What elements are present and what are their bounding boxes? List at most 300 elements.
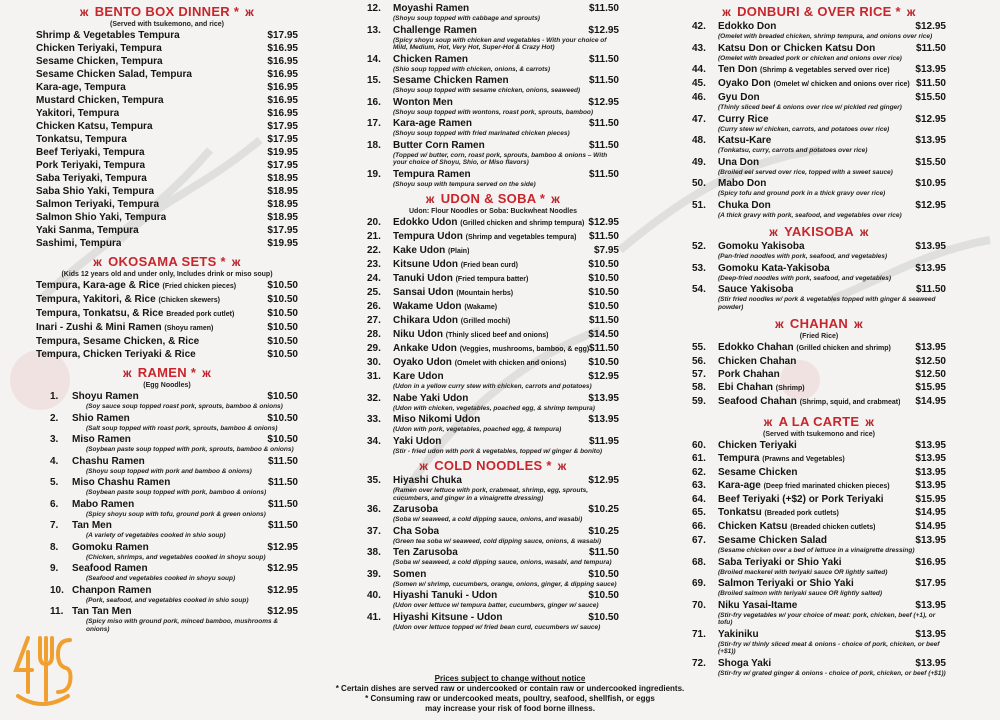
item-number: 5. <box>50 477 59 488</box>
item-number: 17. <box>367 118 381 129</box>
menu-item-name <box>367 286 513 300</box>
menu-item-row <box>36 293 298 307</box>
item-price: $10.50 <box>588 568 619 580</box>
menu-item-name <box>36 433 131 446</box>
menu-item-row <box>692 493 946 506</box>
item-note: (Grilled chicken and shrimp tempura) <box>460 220 585 227</box>
item-number: 53. <box>692 262 706 274</box>
item-description: (Shio soup topped with chicken, onions, & carrots) <box>393 65 551 73</box>
menu-item-name <box>367 216 584 230</box>
cold-heading: ж COLD NOODLES * ж <box>419 458 567 473</box>
menu-item-row <box>692 91 946 104</box>
menu-item-row <box>36 42 298 55</box>
item-description: (Soybean paste soup topped with pork, bamboo & onions) <box>86 489 267 496</box>
item-price: $12.95 <box>588 217 619 228</box>
item-name: Kara-age <box>718 480 761 491</box>
menu-item-name <box>36 605 132 618</box>
menu-item-row <box>367 435 619 448</box>
menu-item-row <box>692 177 946 190</box>
menu-item <box>36 133 298 146</box>
item-number: 72. <box>692 657 706 669</box>
item-note: (Thinly sliced beef and onions) <box>445 332 549 339</box>
chahan-heading: ж CHAHAN ж <box>775 316 863 331</box>
menu-item-row <box>692 283 946 296</box>
item-name: Miso Ramen <box>72 434 131 445</box>
menu-item <box>36 562 298 583</box>
menu-item-name <box>367 74 509 87</box>
item-number: 41. <box>367 611 381 623</box>
menu-item-row <box>692 466 946 479</box>
consumption-warning: * Consuming raw or undercooked meats, poultry, seafood, shellfish, or eggs <box>365 694 655 703</box>
item-price: $16.95 <box>267 108 298 119</box>
menu-item-name <box>367 413 480 426</box>
menu-item-row <box>367 168 619 181</box>
menu-item <box>36 198 298 211</box>
item-price: $15.95 <box>915 494 946 505</box>
item-description: (Udon with chicken, vegetables, poached egg, & shrimp tempura) <box>393 404 595 412</box>
item-number: 1. <box>50 391 59 402</box>
menu-item-name <box>36 107 119 120</box>
item-number: 27. <box>367 315 381 326</box>
item-price: $13.95 <box>588 392 619 404</box>
menu-item <box>36 237 298 250</box>
item-price: $16.95 <box>267 95 298 106</box>
item-name: Sesame Chicken Ramen <box>393 75 509 86</box>
item-name: Chicken Teriyaki, Tempura <box>36 43 162 54</box>
menu-item <box>367 117 619 138</box>
item-price: $11.50 <box>267 520 298 531</box>
item-description: (Soy sauce soup topped roast pork, sprouts, bamboo & onions) <box>86 403 283 410</box>
item-price: $11.50 <box>588 118 619 129</box>
item-number: 24. <box>367 273 381 284</box>
menu-item-name <box>692 177 766 190</box>
item-number: 20. <box>367 217 381 228</box>
item-number: 44. <box>692 64 706 75</box>
item-description: (Pork, seafood, and vegetables cooked in shio soup) <box>86 596 249 604</box>
item-price: $14.95 <box>915 507 946 518</box>
menu-item-row <box>367 24 619 37</box>
menu-item-row <box>36 159 298 172</box>
menu-item-name <box>692 77 910 91</box>
item-name: Katsu-Kare <box>718 135 772 146</box>
menu-item-row <box>692 452 946 466</box>
item-number: 66. <box>692 521 706 532</box>
item-name: Sesame Chicken, Tempura <box>36 56 163 67</box>
menu-item <box>36 321 298 335</box>
menu-item-row <box>36 133 298 146</box>
item-price: $10.50 <box>267 336 298 347</box>
item-price: $10.25 <box>588 525 619 537</box>
menu-item-row <box>367 74 619 87</box>
item-price: $18.95 <box>267 173 298 184</box>
menu-item-row <box>367 413 619 426</box>
item-name: Oyako Udon <box>393 357 452 368</box>
menu-item <box>692 520 946 534</box>
item-number: 13. <box>367 24 381 36</box>
menu-item <box>36 107 298 120</box>
menu-item-name <box>692 577 854 590</box>
menu-item <box>692 20 946 41</box>
item-name: Salmon Teriyaki, Tempura <box>36 199 160 210</box>
item-number: 55. <box>692 342 706 353</box>
item-name: Niku Udon <box>393 329 443 340</box>
menu-item-name <box>692 599 797 612</box>
menu-item-name <box>36 390 139 403</box>
menu-item-name <box>36 279 236 293</box>
menu-item-row <box>692 556 946 569</box>
item-number: 34. <box>367 435 381 447</box>
item-price: $19.95 <box>267 238 298 249</box>
item-name: Tempura, Sesame Chicken, & Rice <box>36 336 200 347</box>
menu-item <box>36 172 298 185</box>
menu-item-name <box>692 506 839 520</box>
menu-item-row <box>36 94 298 107</box>
item-name: Yakiniku <box>718 628 759 640</box>
menu-item-name <box>692 63 890 77</box>
menu-item-name <box>36 412 130 425</box>
menu-item-name <box>692 355 796 368</box>
menu-item <box>36 185 298 198</box>
menu-item-name <box>36 224 139 237</box>
menu-item-row <box>692 355 946 368</box>
ornament-icon: ж <box>763 415 773 429</box>
menu-item-row <box>36 185 298 198</box>
menu-item-row <box>367 568 619 581</box>
ramen-list <box>36 390 298 633</box>
menu-item <box>36 29 298 42</box>
menu-item <box>367 392 619 413</box>
item-description: (Udon with pork, vegetables, poached egg, & tempura) <box>393 426 562 433</box>
ornament-icon: ж <box>122 366 132 380</box>
item-description: (Shoyu soup topped with fried marinated chicken pieces) <box>393 130 570 137</box>
item-name: Challenge Ramen <box>393 24 477 36</box>
item-price: $11.50 <box>588 139 619 151</box>
item-note: (Mountain herbs) <box>456 290 514 297</box>
item-price: $13.95 <box>915 467 946 478</box>
item-name: Gomoku Ramen <box>72 541 149 553</box>
item-number: 23. <box>367 259 381 270</box>
menu-item-name <box>36 237 121 250</box>
menu-item <box>367 611 619 632</box>
item-name: Shio Ramen <box>72 412 130 424</box>
menu-item <box>692 556 946 577</box>
item-price: $11.50 <box>588 315 619 326</box>
item-price: $11.50 <box>588 53 619 65</box>
item-price: $13.95 <box>915 657 946 669</box>
menu-item-name <box>692 91 760 104</box>
menu-item-row <box>692 381 946 395</box>
item-number: 8. <box>50 541 59 553</box>
menu-item-row <box>692 262 946 275</box>
menu-item-row <box>692 506 946 520</box>
menu-item <box>692 134 946 155</box>
menu-item-row <box>36 335 298 348</box>
item-name: Tempura, Kara-age & Rice <box>36 280 160 291</box>
menu-item <box>367 216 619 230</box>
menu-column-1 <box>36 2 298 634</box>
item-price: $11.50 <box>267 455 298 467</box>
bento-subtitle: (Served with tsukemono, and rice) <box>110 21 224 28</box>
menu-item-name <box>36 146 145 159</box>
menu-item <box>692 628 946 656</box>
item-name: Miso Nikomi Udon <box>393 414 481 425</box>
menu-item <box>692 283 946 311</box>
item-price: $12.95 <box>267 563 298 574</box>
item-price: $10.50 <box>267 349 298 360</box>
menu-item-name <box>367 525 439 538</box>
item-number: 14. <box>367 53 381 65</box>
item-name: Ten Zarusoba <box>393 547 458 558</box>
menu-item <box>36 146 298 159</box>
item-name: Sashimi, Tempura <box>36 238 122 249</box>
menu-item <box>367 139 619 167</box>
menu-item-name <box>692 262 830 275</box>
udon-heading: ж UDON & SOBA * ж <box>425 191 561 206</box>
menu-item-name <box>692 479 890 493</box>
item-description: (Thinly sliced beef & onions over rice w/ pickled red ginger) <box>718 104 902 111</box>
menu-item-row <box>367 96 619 109</box>
item-name: Somen <box>393 568 427 580</box>
menu-item-name <box>36 68 192 81</box>
menu-item <box>36 293 298 307</box>
item-name: Hiyashi Chuka <box>393 475 462 486</box>
item-name: Zarusoba <box>393 504 439 515</box>
item-name: Moyashi Ramen <box>393 3 470 14</box>
menu-item <box>36 584 298 605</box>
menu-item <box>36 348 298 361</box>
item-price: $13.95 <box>588 414 619 425</box>
menu-item-row <box>36 498 298 511</box>
menu-item <box>367 74 619 95</box>
menu-item-row <box>692 113 946 126</box>
item-name: Ebi Chahan <box>718 382 774 393</box>
item-name: Gomoku Kata-Yakisoba <box>718 262 830 274</box>
item-description: (Stir-fry vegetables w/ your choice of meat: pork, chicken, beef (+1), or tofu) <box>718 611 936 626</box>
cold-list <box>367 474 619 631</box>
item-number: 31. <box>367 371 381 382</box>
menu-item-name <box>36 94 164 107</box>
menu-item-name <box>36 133 127 146</box>
item-price: $11.50 <box>915 78 946 89</box>
item-description: (Udon in a yellow curry stew with chicken, carrots and potatoes) <box>393 383 592 390</box>
menu-item-row <box>36 120 298 133</box>
item-price: $13.95 <box>915 628 946 640</box>
item-note: (Shrimp & vegetables served over rice) <box>760 67 890 74</box>
menu-item-row <box>367 342 619 356</box>
ornament-icon: ж <box>551 192 561 206</box>
menu-item <box>367 474 619 502</box>
item-description: (Curry stew w/ chicken, carrots, and potatoes over rice) <box>718 125 890 133</box>
item-price: $10.50 <box>588 273 619 284</box>
item-number: 70. <box>692 599 706 611</box>
ornament-icon: ж <box>425 192 435 206</box>
item-description: (Shoyu soup topped with wontons, roast pork, sprouts, bamboo) <box>393 108 594 116</box>
item-name: Chuka Don <box>718 199 771 211</box>
menu-item-row <box>36 307 298 321</box>
item-description: (Omelet with breaded pork or chicken and onions over rice) <box>718 54 902 62</box>
item-number: 4. <box>50 455 59 467</box>
menu-item-name <box>692 42 875 55</box>
menu-item-name <box>367 139 485 152</box>
item-price: $11.50 <box>915 42 946 54</box>
menu-item-name <box>367 589 497 602</box>
item-price: $17.95 <box>267 134 298 145</box>
menu-item-row <box>36 605 298 618</box>
item-price: $10.50 <box>267 308 298 319</box>
item-note: (Omelet w/ chicken and onions over rice) <box>773 81 910 88</box>
udon-list <box>367 216 619 455</box>
menu-item-row <box>36 279 298 293</box>
menu-item <box>36 519 298 540</box>
item-name: Tempura, Chicken Teriyaki & Rice <box>36 349 196 360</box>
item-note: (Shrimp and vegetables tempura) <box>465 234 577 241</box>
item-price: $12.95 <box>267 606 298 617</box>
menu-item-row <box>36 107 298 120</box>
menu-item-name <box>367 435 441 448</box>
item-note: (Chicken skewers) <box>158 297 220 304</box>
item-description: (Seafood and vegetables cooked in shoyu soup) <box>86 575 236 582</box>
menu-item-row <box>692 657 946 670</box>
bento-list <box>36 29 298 250</box>
item-price: $12.50 <box>915 369 946 380</box>
menu-item-name <box>367 272 528 286</box>
item-number: 38. <box>367 547 381 558</box>
menu-item-row <box>692 628 946 641</box>
ornament-icon: ж <box>906 5 916 19</box>
item-price: $16.95 <box>267 69 298 80</box>
ornament-icon: ж <box>419 459 429 473</box>
menu-item-name <box>692 556 842 569</box>
menu-item-name <box>36 293 220 307</box>
menu-item-name <box>36 29 180 42</box>
item-name: Mabo Don <box>718 178 767 189</box>
menu-item <box>692 439 946 452</box>
menu-item <box>36 211 298 224</box>
menu-item-name <box>367 24 477 37</box>
menu-item-name <box>36 455 145 468</box>
item-number: 39. <box>367 568 381 580</box>
item-price: $12.95 <box>915 21 946 32</box>
menu-item-name <box>36 198 159 211</box>
menu-item-row <box>36 237 298 250</box>
menu-item <box>692 506 946 520</box>
item-number: 12. <box>367 3 381 14</box>
item-name: Chanpon Ramen <box>72 584 152 596</box>
item-price: $16.95 <box>267 43 298 54</box>
menu-item-row <box>367 392 619 405</box>
ornament-icon: ж <box>775 317 784 331</box>
item-price: $17.95 <box>267 225 298 236</box>
menu-item-row <box>36 172 298 185</box>
menu-item-row <box>367 258 619 272</box>
item-number: 43. <box>692 42 706 54</box>
item-name: Tan Tan Men <box>72 606 132 617</box>
menu-item-row <box>36 68 298 81</box>
menu-item-name <box>692 199 771 212</box>
menu-item-name <box>36 476 170 489</box>
item-name: Hiyashi Kitsune - Udon <box>393 611 503 623</box>
menu-item-row <box>367 244 619 258</box>
item-name: Tempura Udon <box>393 231 463 242</box>
item-name: Tonkatsu <box>718 507 762 518</box>
menu-item-row <box>692 395 946 409</box>
menu-item <box>692 77 946 91</box>
item-price: $11.95 <box>588 435 619 447</box>
item-note: (Shrimp) <box>775 385 805 392</box>
item-price: $13.95 <box>915 262 946 274</box>
menu-item <box>367 168 619 189</box>
item-name: Gomoku Yakisoba <box>718 241 805 252</box>
alacarte-subtitle: (Served with tsukemono and rice) <box>762 431 876 438</box>
menu-item-name <box>36 584 151 597</box>
menu-item-row <box>692 368 946 381</box>
menu-item-name <box>367 342 589 356</box>
menu-item-row <box>36 476 298 489</box>
menu-item <box>36 455 298 476</box>
item-description: (Spicy shoyu soup with tofu, ground pork & green onions) <box>86 510 266 518</box>
menu-item <box>367 272 619 286</box>
item-price: $12.95 <box>588 371 619 382</box>
item-price: $13.95 <box>915 64 946 75</box>
menu-item <box>367 300 619 314</box>
item-price: $10.50 <box>588 259 619 270</box>
menu-item-row <box>36 584 298 597</box>
item-price: $16.95 <box>267 82 298 93</box>
item-description: (Spicy miso with ground pork, minced bamboo, mushrooms & onions) <box>86 618 279 633</box>
menu-item <box>36 94 298 107</box>
item-name: Yakitori, Tempura <box>36 108 120 119</box>
menu-item-name <box>36 519 112 532</box>
menu-item <box>692 156 946 177</box>
item-description: (Ramen over lettuce with pork, crabmeat, shrimp, egg, sprouts, cucumbers, and ginger in a vinaigrette dressing) <box>393 487 589 502</box>
menu-item <box>36 476 298 497</box>
item-price: $13.95 <box>915 342 946 353</box>
raw-warning: * Certain dishes are served raw or undercooked or contain raw or undercooked ingredients. <box>335 684 685 693</box>
menu-item <box>692 177 946 198</box>
item-price: $15.50 <box>915 92 946 103</box>
item-number: 50. <box>692 178 706 189</box>
item-description: (Pan-fried noodles with pork, seafood, and vegetables) <box>718 253 888 260</box>
item-price: $15.95 <box>915 382 946 393</box>
item-name: Chicken Katsu, Tempura <box>36 121 153 132</box>
menu-item <box>36 120 298 133</box>
ramen-heading: ж RAMEN * ж <box>122 365 212 380</box>
menu-item <box>367 435 619 456</box>
item-number: 59. <box>692 396 706 407</box>
menu-item-name <box>367 96 453 109</box>
item-note: (Wakame) <box>464 304 498 311</box>
item-number: 30. <box>367 357 381 368</box>
menu-item-name <box>367 168 471 181</box>
item-number: 11. <box>50 606 64 617</box>
item-price: $10.50 <box>267 280 298 291</box>
menu-item <box>367 525 619 546</box>
item-price: $14.50 <box>588 329 619 340</box>
item-number: 63. <box>692 480 706 491</box>
consumption-warning-cont: may increase your risk of food borne illness. <box>425 704 595 713</box>
item-name: Kara-age, Tempura <box>36 82 126 93</box>
item-name: Hiyashi Tanuki - Udon <box>393 590 498 601</box>
menu-item-row <box>692 577 946 590</box>
item-number: 56. <box>692 356 706 367</box>
menu-item <box>692 395 946 409</box>
item-price: $13.95 <box>915 135 946 146</box>
menu-item-row <box>36 562 298 575</box>
item-price: $12.95 <box>588 96 619 108</box>
menu-item-row <box>692 439 946 452</box>
item-name: Yaki Sanma, Tempura <box>36 225 139 236</box>
menu-item-row <box>36 433 298 446</box>
